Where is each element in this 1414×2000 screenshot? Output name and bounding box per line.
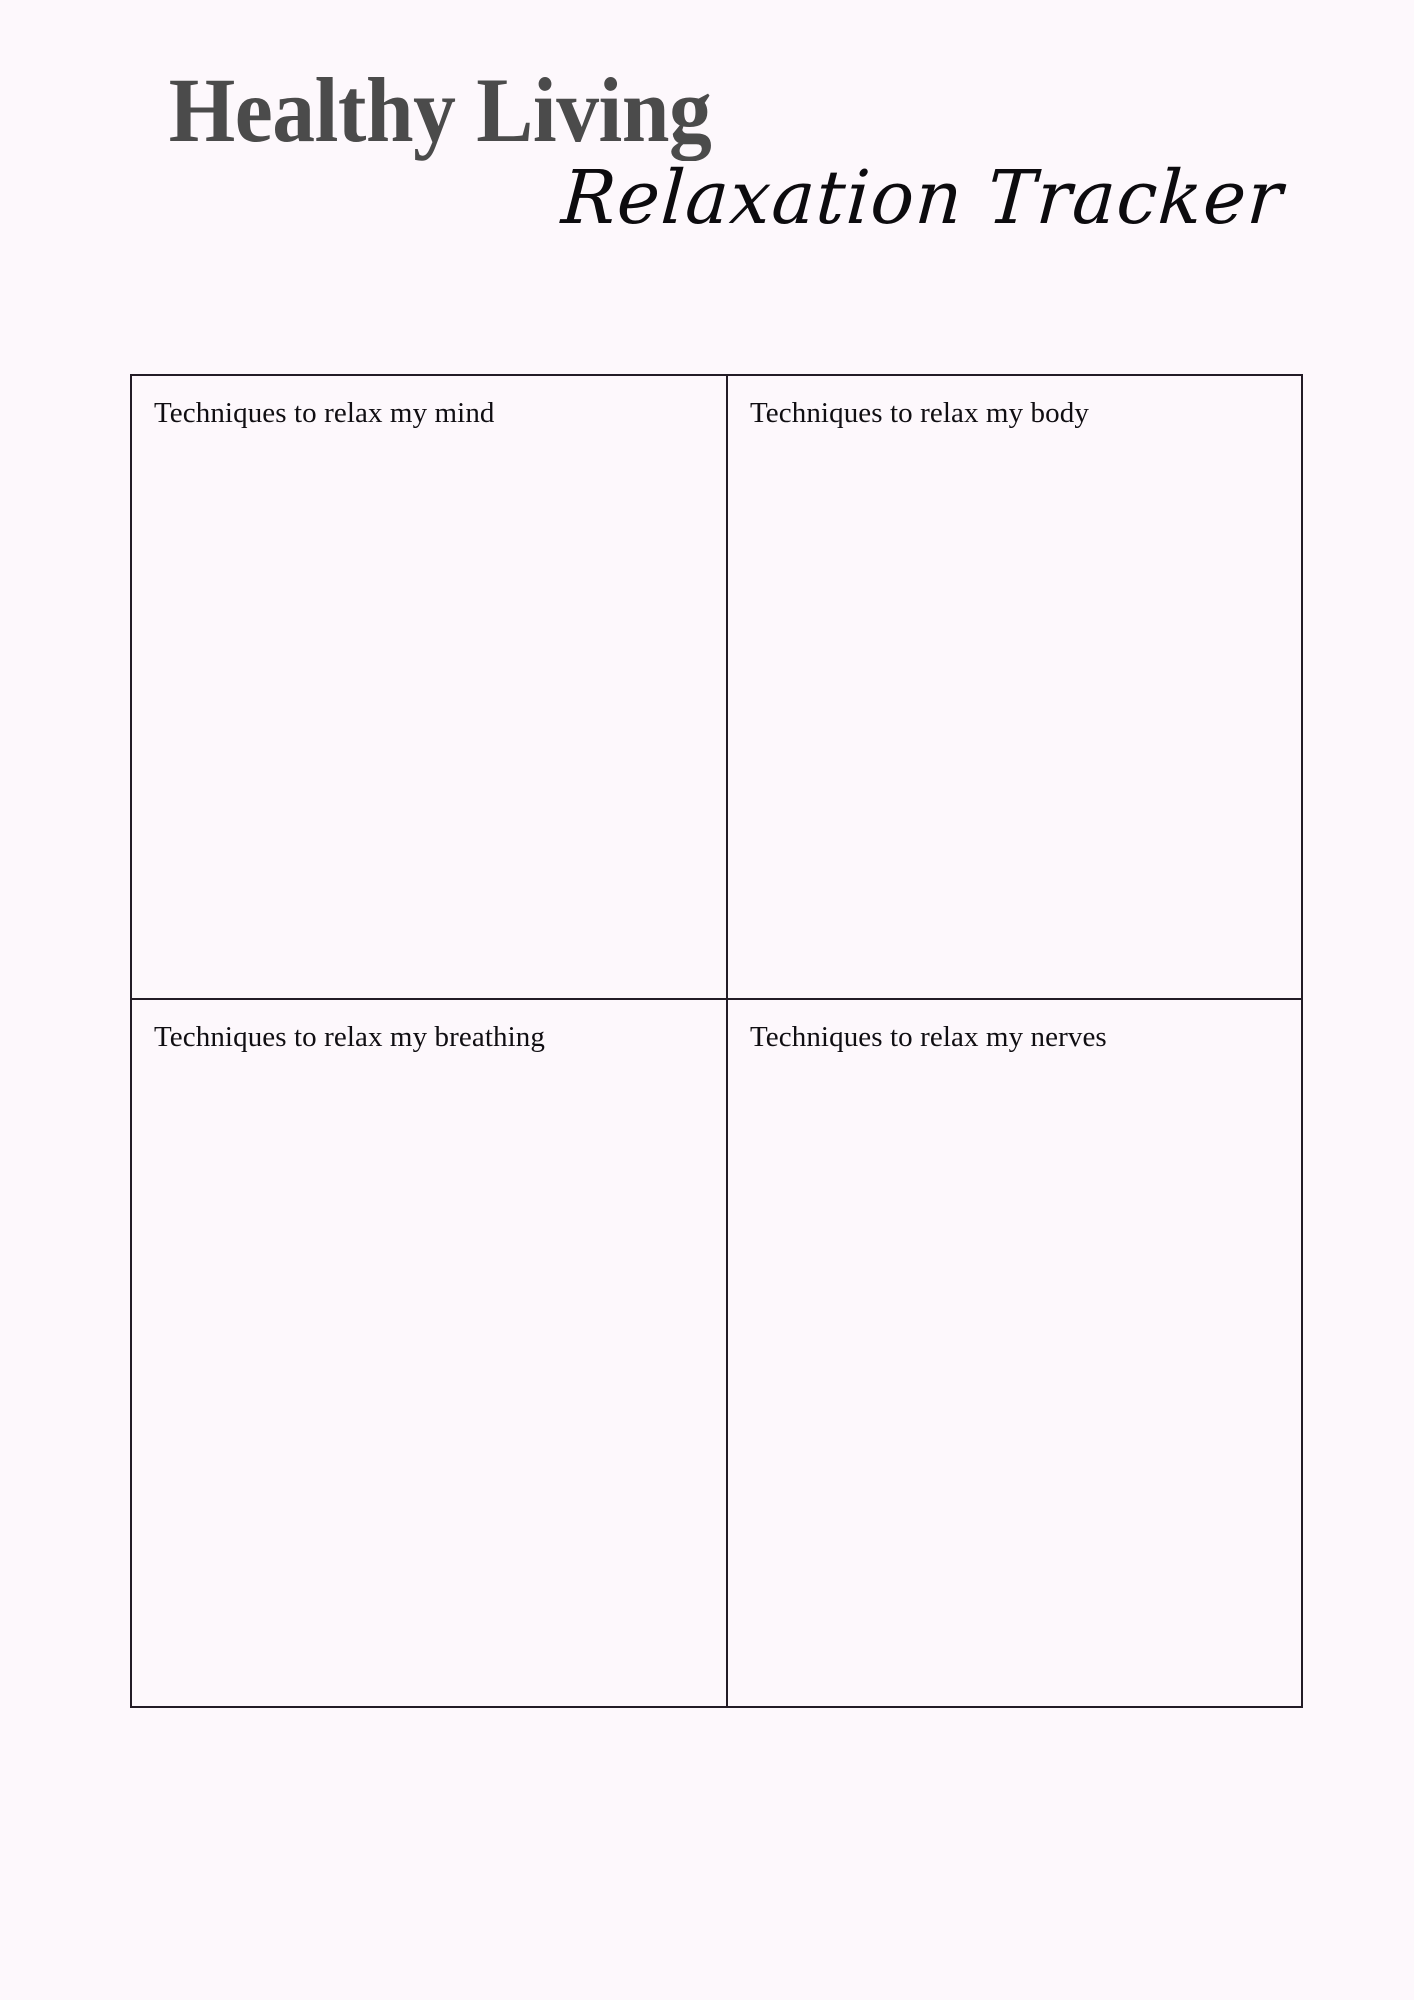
grid-cell-breathing-writing-area[interactable] [132, 1070, 726, 1706]
grid-cell-nerves[interactable] [728, 1000, 1301, 1706]
relaxation-techniques-grid [130, 374, 1303, 1708]
grid-cell-nerves-label: Techniques to relax my nerves [750, 1021, 1107, 1053]
grid-cell-nerves-writing-area[interactable] [728, 1070, 1301, 1706]
grid-cell-body-writing-area[interactable] [728, 446, 1301, 998]
page-subtitle: Relaxation Tracker [559, 155, 1287, 241]
grid-cell-mind-writing-area[interactable] [132, 446, 726, 998]
grid-cell-breathing[interactable] [132, 1000, 728, 1706]
grid-cell-mind[interactable] [132, 376, 728, 1000]
page-header [0, 0, 1414, 330]
grid-cell-mind-label: Techniques to relax my mind [154, 397, 495, 429]
page-title: Healthy Living [168, 59, 712, 161]
grid-cell-body[interactable] [728, 376, 1301, 1000]
grid-cell-body-label: Techniques to relax my body [750, 397, 1089, 429]
grid-cell-breathing-label: Techniques to relax my breathing [154, 1021, 545, 1053]
